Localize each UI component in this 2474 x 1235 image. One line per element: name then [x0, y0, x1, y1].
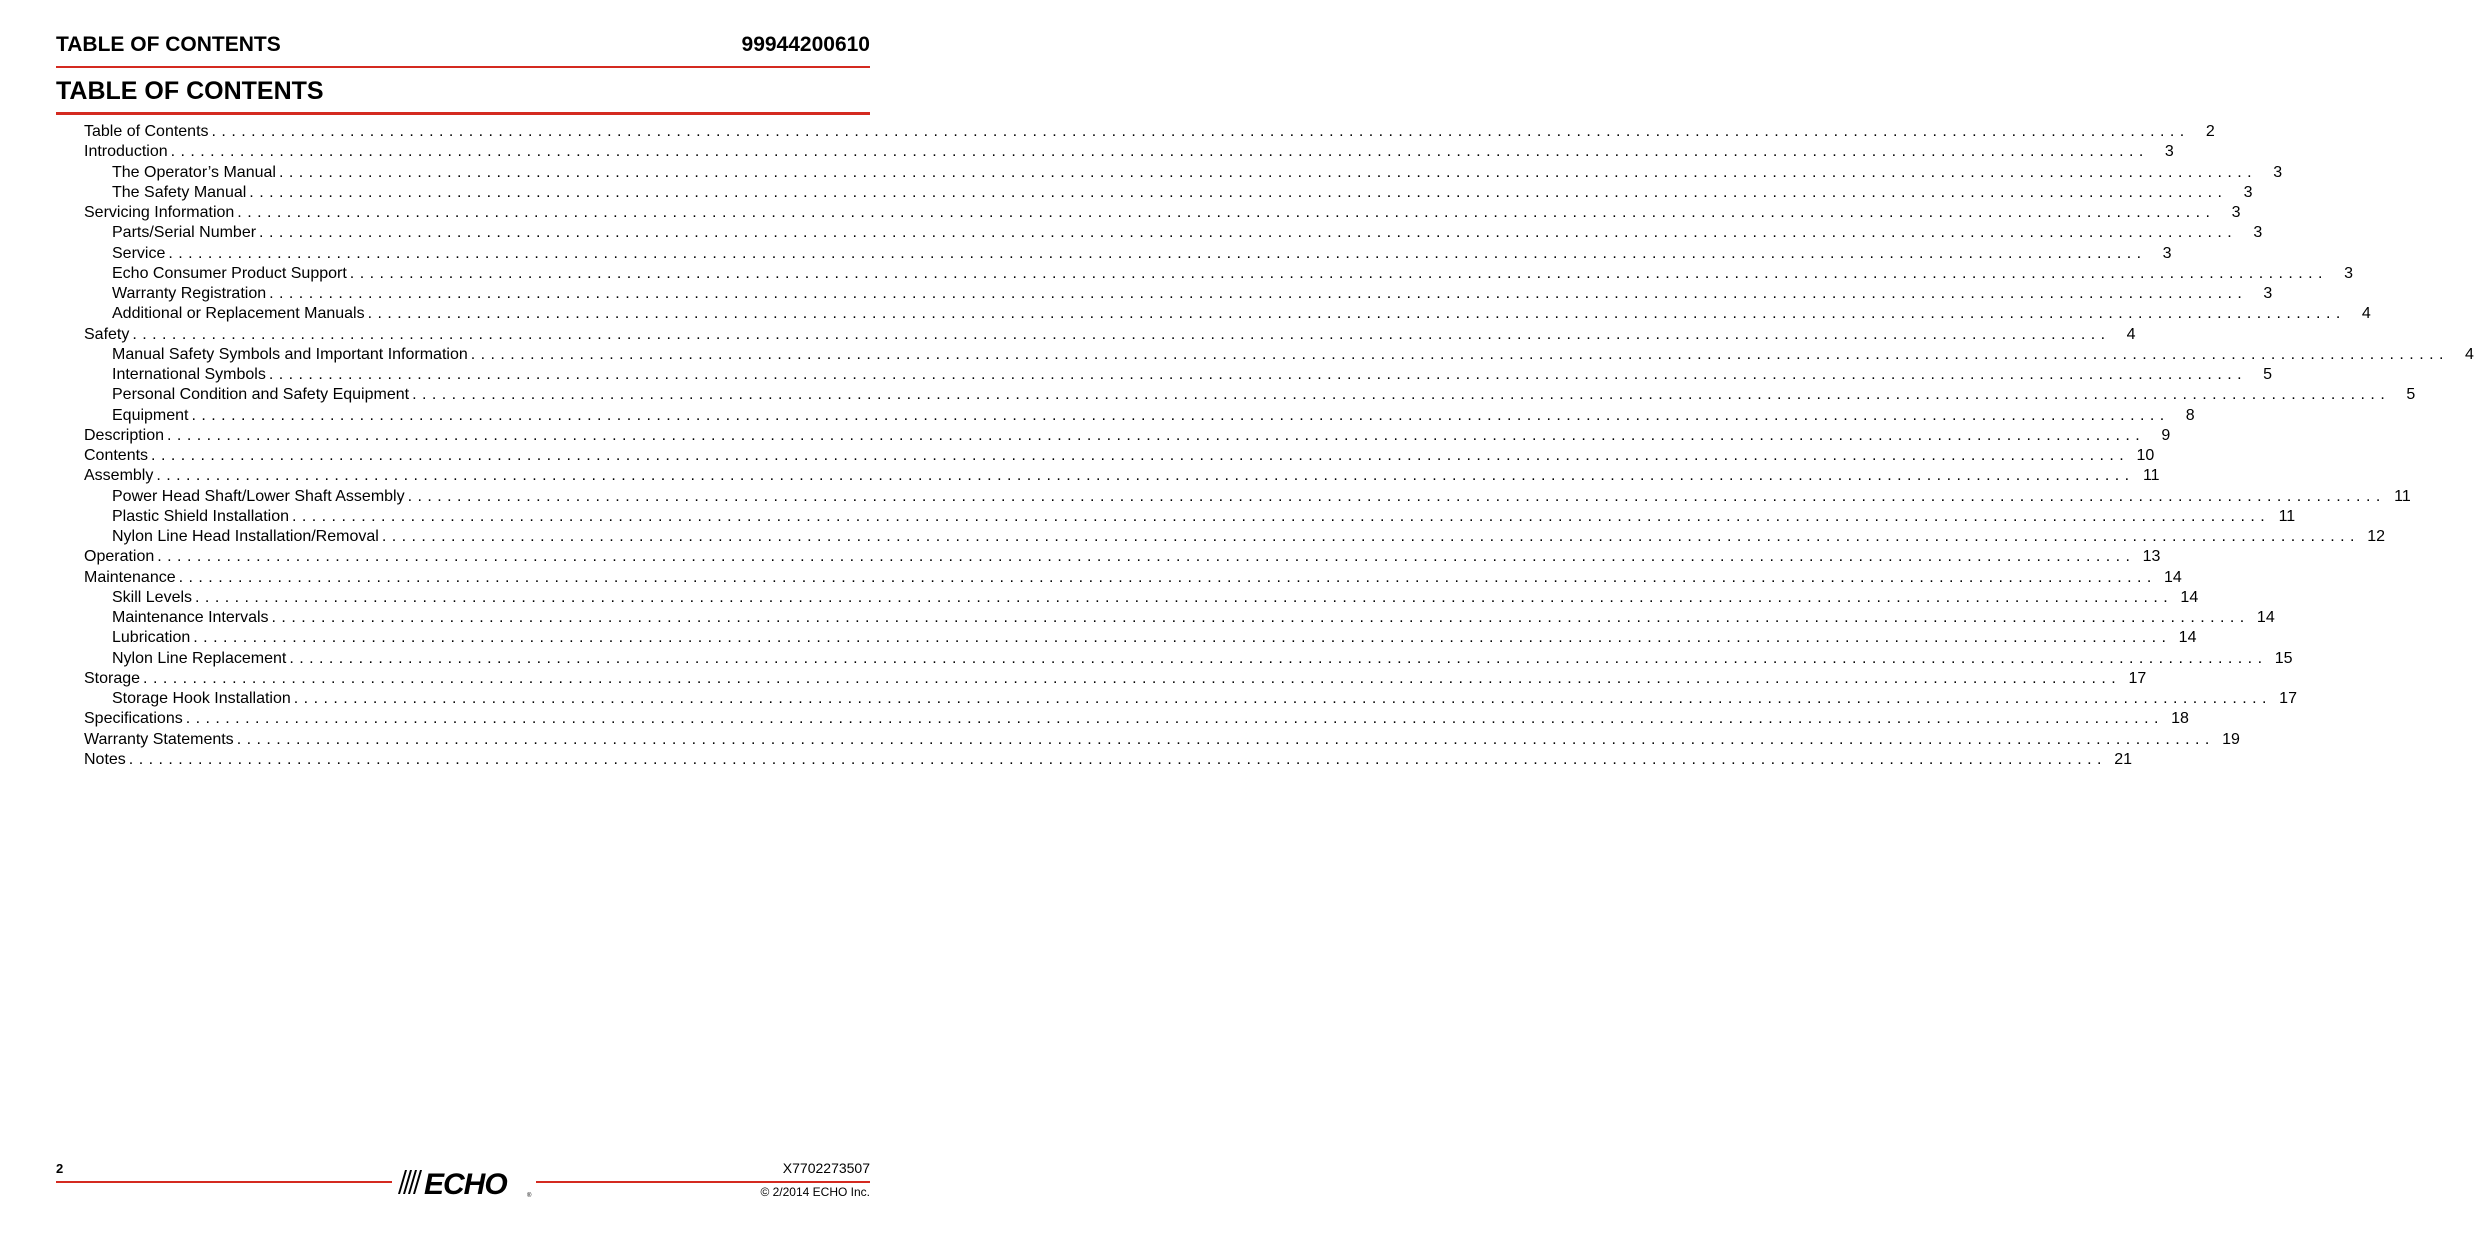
toc-entry[interactable]	[84, 365, 2273, 385]
toc-entry-label: Plastic Shield Installation	[112, 507, 289, 525]
toc-entry-page: 3	[2164, 143, 2174, 161]
toc-entry-label: Personal Condition and Safety Equipment	[112, 386, 410, 404]
toc-entry-label: Specifications	[84, 710, 183, 728]
toc-entry-page: 3	[2231, 204, 2241, 221]
toc-entry-page: 4	[2361, 305, 2371, 323]
toc-dot-leader: . . . . . . . . . . . . . . . . . . . . . . . . . . . . . . . . . . . . . . . . . . . . . . . . . . . . . . . . . . . . . . . . . . . . . . . . . . . . . . . . . . . . . . . . . . . . . . . . . . . . . . . . . . . . . . . . . . . . . . . . . . . . . . . . . . . . . . . . . . . . . . . . . . . . . . . . . . . . . . . . . . . . . . . . . . . . . . . . . . . . . . . . . . . . . . . . . . . . . . . .	[156, 467, 2130, 485]
toc-dot-leader: . . . . . . . . . . . . . . . . . . . . . . . . . . . . . . . . . . . . . . . . . . . . . . . . . . . . . . . . . . . . . . . . . . . . . . . . . . . . . . . . . . . . . . . . . . . . . . . . . . . . . . . . . . . . . . . . . . . . . . . . . . . . . . . . . . . . . . . . . . . . . . . . . . . . . . . . . . . . . . . . . . . . . . . . . . . . . . . . . . . . . . . . . . . . . . . . . . . . . . . .	[407, 487, 2381, 505]
toc-entry-label: Notes	[84, 750, 126, 768]
section-heading	[56, 77, 870, 115]
toc-entry[interactable]	[84, 527, 2385, 547]
toc-entry-page: 3	[2344, 264, 2353, 282]
toc-entry-page: 14	[2256, 609, 2275, 626]
toc-entry[interactable]	[84, 223, 2263, 243]
toc-entry-label: Maintenance Intervals	[112, 609, 269, 626]
toc-entry-page: 11	[2394, 487, 2411, 505]
toc-entry[interactable]	[84, 588, 2199, 608]
toc-entry-page: 4	[2465, 345, 2474, 363]
toc-dot-leader: . . . . . . . . . . . . . . . . . . . . . . . . . . . . . . . . . . . . . . . . . . . . . . . . . . . . . . . . . . . . . . . . . . . . . . . . . . . . . . . . . . . . . . . . . . . . . . . . . . . . . . . . . . . . . . . . . . . . . . . . . . . . . . . . . . . . . . . . . . . . . . . . . . . . . . . . . . . . . . . . . . . . . . . . . . . . . . . . . . . . . . . . . . . . . . . . . . . . . . . .	[167, 426, 2141, 444]
toc-dot-leader: . . . . . . . . . . . . . . . . . . . . . . . . . . . . . . . . . . . . . . . . . . . . . . . . . . . . . . . . . . . . . . . . . . . . . . . . . . . . . . . . . . . . . . . . . . . . . . . . . . . . . . . . . . . . . . . . . . . . . . . . . . . . . . . . . . . . . . . . . . . . . . . . . . . . . . . . . . . . . . . . . . . . . . . . . . . . . . . . . . . . . . . . . . . . . . . . . . . . . . . .	[151, 447, 2125, 464]
toc-dot-leader: . . . . . . . . . . . . . . . . . . . . . . . . . . . . . . . . . . . . . . . . . . . . . . . . . . . . . . . . . . . . . . . . . . . . . . . . . . . . . . . . . . . . . . . . . . . . . . . . . . . . . . . . . . . . . . . . . . . . . . . . . . . . . . . . . . . . . . . . . . . . . . . . . . . . . . . . . . . . . . . . . . . . . . . . . . . . . . . . . . . . . . . . . . . . . . . . . . . . . . . .	[249, 183, 2223, 201]
toc-entry[interactable]	[84, 709, 2189, 729]
toc-dot-leader: . . . . . . . . . . . . . . . . . . . . . . . . . . . . . . . . . . . . . . . . . . . . . . . . . . . . . . . . . . . . . . . . . . . . . . . . . . . . . . . . . . . . . . . . . . . . . . . . . . . . . . . . . . . . . . . . . . . . . . . . . . . . . . . . . . . . . . . . . . . . . . . . . . . . . . . . . . . . . . . . . . . . . . . . . . . . . . . . . . . . . . . . . . . . . . . . . . . . . . . .	[211, 123, 2185, 140]
toc-entry-label: Operation	[84, 548, 155, 566]
toc-dot-leader: . . . . . . . . . . . . . . . . . . . . . . . . . . . . . . . . . . . . . . . . . . . . . . . . . . . . . . . . . . . . . . . . . . . . . . . . . . . . . . . . . . . . . . . . . . . . . . . . . . . . . . . . . . . . . . . . . . . . . . . . . . . . . . . . . . . . . . . . . . . . . . . . . . . . . . . . . . . . . . . . . . . . . . . . . . . . . . . . . . . . . . . . . . . . . . . . . . . . . . . .	[193, 629, 2167, 647]
toc-entry-label: Nylon Line Head Installation/Removal	[112, 528, 379, 545]
toc-dot-leader: . . . . . . . . . . . . . . . . . . . . . . . . . . . . . . . . . . . . . . . . . . . . . . . . . . . . . . . . . . . . . . . . . . . . . . . . . . . . . . . . . . . . . . . . . . . . . . . . . . . . . . . . . . . . . . . . . . . . . . . . . . . . . . . . . . . . . . . . . . . . . . . . . . . . . . . . . . . . . . . . . . . . . . . . . . . . . . . . . . . . . . . . . . . . . . . . . . . . . . . .	[271, 609, 2245, 626]
toc-entry[interactable]	[84, 568, 2182, 588]
toc-dot-leader: . . . . . . . . . . . . . . . . . . . . . . . . . . . . . . . . . . . . . . . . . . . . . . . . . . . . . . . . . . . . . . . . . . . . . . . . . . . . . . . . . . . . . . . . . . . . . . . . . . . . . . . . . . . . . . . . . . . . . . . . . . . . . . . . . . . . . . . . . . . . . . . . . . . . . . . . . . . . . . . . . . . . . . . . . . . . . . . . . . . . . . . . . . . . . . . . . . . . . . . .	[237, 204, 2211, 221]
toc-entry[interactable]	[84, 122, 2215, 142]
toc-entry-label: The Safety Manual	[112, 183, 247, 201]
toc-entry-label: Additional or Replacement Manuals	[112, 305, 365, 323]
toc-dot-leader: . . . . . . . . . . . . . . . . . . . . . . . . . . . . . . . . . . . . . . . . . . . . . . . . . . . . . . . . . . . . . . . . . . . . . . . . . . . . . . . . . . . . . . . . . . . . . . . . . . . . . . . . . . . . . . . . . . . . . . . . . . . . . . . . . . . . . . . . . . . . . . . . . . . . . . . . . . . . . . . . . . . . . . . . . . . . . . . . . . . . . . . . . . . . . . . . . . . . . . . .	[289, 649, 2263, 667]
toc-dot-leader: . . . . . . . . . . . . . . . . . . . . . . . . . . . . . . . . . . . . . . . . . . . . . . . . . . . . . . . . . . . . . . . . . . . . . . . . . . . . . . . . . . . . . . . . . . . . . . . . . . . . . . . . . . . . . . . . . . . . . . . . . . . . . . . . . . . . . . . . . . . . . . . . . . . . . . . . . . . . . . . . . . . . . . . . . . . . . . . . . . . . . . . . . . . . . . . . . . . . . . . .	[412, 386, 2386, 404]
toc-entry-page: 3	[2243, 183, 2253, 201]
header-part-number: 99944200610	[741, 33, 870, 56]
toc-entry-page: 19	[2222, 730, 2240, 748]
toc-entry[interactable]	[84, 730, 2240, 750]
toc-entry[interactable]	[84, 325, 2136, 345]
toc-entry-page: 11	[2142, 467, 2160, 485]
toc-dot-leader: . . . . . . . . . . . . . . . . . . . . . . . . . . . . . . . . . . . . . . . . . . . . . . . . . . . . . . . . . . . . . . . . . . . . . . . . . . . . . . . . . . . . . . . . . . . . . . . . . . . . . . . . . . . . . . . . . . . . . . . . . . . . . . . . . . . . . . . . . . . . . . . . . . . . . . . . . . . . . . . . . . . . . . . . . . . . . . . . . . . . . . . . . . . . . . . . . . . . . . . .	[185, 710, 2159, 728]
toc-entry[interactable]	[84, 426, 2171, 446]
toc-entry-page: 3	[2263, 285, 2273, 302]
toc-entry-page: 4	[2126, 325, 2136, 343]
toc-entry-page: 14	[2164, 568, 2182, 586]
toc-dot-leader: . . . . . . . . . . . . . . . . . . . . . . . . . . . . . . . . . . . . . . . . . . . . . . . . . . . . . . . . . . . . . . . . . . . . . . . . . . . . . . . . . . . . . . . . . . . . . . . . . . . . . . . . . . . . . . . . . . . . . . . . . . . . . . . . . . . . . . . . . . . . . . . . . . . . . . . . . . . . . . . . . . . . . . . . . . . . . . . . . . . . . . . . . . . . . . . . . . . . . . . .	[268, 366, 2243, 383]
toc-entry-label: Parts/Serial Number	[112, 224, 257, 242]
toc-entry-label: Contents	[84, 447, 149, 464]
toc-dot-leader: . . . . . . . . . . . . . . . . . . . . . . . . . . . . . . . . . . . . . . . . . . . . . . . . . . . . . . . . . . . . . . . . . . . . . . . . . . . . . . . . . . . . . . . . . . . . . . . . . . . . . . . . . . . . . . . . . . . . . . . . . . . . . . . . . . . . . . . . . . . . . . . . . . . . . . . . . . . . . . . . . . . . . . . . . . . . . . . . . . . . . . . . . . . . . . . . . . . . . . . .	[269, 285, 2243, 302]
toc-entry-page: 14	[2178, 629, 2197, 647]
toc-entry-label: Storage Hook Installation	[112, 690, 291, 707]
toc-entry-label: Assembly	[84, 467, 154, 485]
toc-dot-leader: . . . . . . . . . . . . . . . . . . . . . . . . . . . . . . . . . . . . . . . . . . . . . . . . . . . . . . . . . . . . . . . . . . . . . . . . . . . . . . . . . . . . . . . . . . . . . . . . . . . . . . . . . . . . . . . . . . . . . . . . . . . . . . . . . . . . . . . . . . . . . . . . . . . . . . . . . . . . . . . . . . . . . . . . . . . . . . . . . . . . . . . . . . . . . . . . . . . . . . . .	[132, 325, 2106, 343]
toc-entry[interactable]	[84, 385, 2416, 405]
toc-entry[interactable]	[84, 446, 2155, 466]
toc-dot-leader: . . . . . . . . . . . . . . . . . . . . . . . . . . . . . . . . . . . . . . . . . . . . . . . . . . . . . . . . . . . . . . . . . . . . . . . . . . . . . . . . . . . . . . . . . . . . . . . . . . . . . . . . . . . . . . . . . . . . . . . . . . . . . . . . . . . . . . . . . . . . . . . . . . . . . . . . . . . . . . . . . . . . . . . . . . . . . . . . . . . . . . . . . . . . . . . . . . . . . . . .	[278, 163, 2253, 181]
toc-entry-label: Warranty Statements	[84, 730, 234, 748]
toc-dot-leader: . . . . . . . . . . . . . . . . . . . . . . . . . . . . . . . . . . . . . . . . . . . . . . . . . . . . . . . . . . . . . . . . . . . . . . . . . . . . . . . . . . . . . . . . . . . . . . . . . . . . . . . . . . . . . . . . . . . . . . . . . . . . . . . . . . . . . . . . . . . . . . . . . . . . . . . . . . . . . . . . . . . . . . . . . . . . . . . . . . . . . . . . . . . . . . . . . . . . . . . .	[195, 588, 2169, 606]
toc-entry-page: 8	[2185, 406, 2195, 424]
toc-entry[interactable]	[84, 345, 2474, 365]
echo-logo-icon	[394, 1165, 536, 1199]
toc-entry-label: Safety	[84, 325, 130, 343]
toc-dot-leader: . . . . . . . . . . . . . . . . . . . . . . . . . . . . . . . . . . . . . . . . . . . . . . . . . . . . . . . . . . . . . . . . . . . . . . . . . . . . . . . . . . . . . . . . . . . . . . . . . . . . . . . . . . . . . . . . . . . . . . . . . . . . . . . . . . . . . . . . . . . . . . . . . . . . . . . . . . . . . . . . . . . . . . . . . . . . . . . . . . . . . . . . . . . . . . . . . . . . . . . .	[236, 730, 2210, 748]
toc-dot-leader: . . . . . . . . . . . . . . . . . . . . . . . . . . . . . . . . . . . . . . . . . . . . . . . . . . . . . . . . . . . . . . . . . . . . . . . . . . . . . . . . . . . . . . . . . . . . . . . . . . . . . . . . . . . . . . . . . . . . . . . . . . . . . . . . . . . . . . . . . . . . . . . . . . . . . . . . . . . . . . . . . . . . . . . . . . . . . . . . . . . . . . . . . . . . . . . . . . . . . . . .	[291, 507, 2266, 525]
toc-dot-leader: . . . . . . . . . . . . . . . . . . . . . . . . . . . . . . . . . . . . . . . . . . . . . . . . . . . . . . . . . . . . . . . . . . . . . . . . . . . . . . . . . . . . . . . . . . . . . . . . . . . . . . . . . . . . . . . . . . . . . . . . . . . . . . . . . . . . . . . . . . . . . . . . . . . . . . . . . . . . . . . . . . . . . . . . . . . . . . . . . . . . . . . . . . . . . . . . . . . . . . . .	[367, 305, 2341, 323]
toc-dot-leader: . . . . . . . . . . . . . . . . . . . . . . . . . . . . . . . . . . . . . . . . . . . . . . . . . . . . . . . . . . . . . . . . . . . . . . . . . . . . . . . . . . . . . . . . . . . . . . . . . . . . . . . . . . . . . . . . . . . . . . . . . . . . . . . . . . . . . . . . . . . . . . . . . . . . . . . . . . . . . . . . . . . . . . . . . . . . . . . . . . . . . . . . . . . . . . . . . . . . . . . .	[381, 528, 2355, 545]
footer-rule-left	[56, 1181, 392, 1183]
toc-dot-leader: . . . . . . . . . . . . . . . . . . . . . . . . . . . . . . . . . . . . . . . . . . . . . . . . . . . . . . . . . . . . . . . . . . . . . . . . . . . . . . . . . . . . . . . . . . . . . . . . . . . . . . . . . . . . . . . . . . . . . . . . . . . . . . . . . . . . . . . . . . . . . . . . . . . . . . . . . . . . . . . . . . . . . . . . . . . . . . . . . . . . . . . . . . . . . . . . . . . . . . . .	[349, 264, 2323, 282]
toc-entry-page: 11	[2278, 507, 2296, 525]
logo-text: ECHO	[424, 1168, 507, 1201]
toc-entry-label: Service	[112, 244, 166, 262]
toc-dot-leader: . . . . . . . . . . . . . . . . . . . . . . . . . . . . . . . . . . . . . . . . . . . . . . . . . . . . . . . . . . . . . . . . . . . . . . . . . . . . . . . . . . . . . . . . . . . . . . . . . . . . . . . . . . . . . . . . . . . . . . . . . . . . . . . . . . . . . . . . . . . . . . . . . . . . . . . . . . . . . . . . . . . . . . . . . . . . . . . . . . . . . . . . . . . . . . . . . . . . . . . .	[470, 345, 2444, 363]
toc-entry-page: 17	[2128, 669, 2147, 687]
toc-entry-page: 12	[2367, 528, 2385, 545]
registered-mark: ®	[527, 1193, 532, 1199]
toc-dot-leader: . . . . . . . . . . . . . . . . . . . . . . . . . . . . . . . . . . . . . . . . . . . . . . . . . . . . . . . . . . . . . . . . . . . . . . . . . . . . . . . . . . . . . . . . . . . . . . . . . . . . . . . . . . . . . . . . . . . . . . . . . . . . . . . . . . . . . . . . . . . . . . . . . . . . . . . . . . . . . . . . . . . . . . . . . . . . . . . . . . . . . . . . . . . . . . . . . . . . . . . .	[157, 548, 2131, 566]
toc-entry-page: 3	[2273, 163, 2283, 181]
toc-entry[interactable]	[84, 142, 2174, 162]
footer-page-number: 2	[56, 1161, 64, 1176]
footer-copyright: © 2/2014 ECHO Inc.	[760, 1185, 870, 1199]
toc-entry-page: 14	[2180, 588, 2199, 606]
toc-entry-page: 9	[2161, 426, 2171, 444]
toc-entry-label: Power Head Shaft/Lower Shaft Assembly	[112, 487, 405, 505]
toc-entry-page: 2	[2205, 123, 2215, 140]
toc-entry[interactable]	[84, 750, 2132, 770]
toc-entry[interactable]	[84, 264, 2353, 284]
toc-dot-leader: . . . . . . . . . . . . . . . . . . . . . . . . . . . . . . . . . . . . . . . . . . . . . . . . . . . . . . . . . . . . . . . . . . . . . . . . . . . . . . . . . . . . . . . . . . . . . . . . . . . . . . . . . . . . . . . . . . . . . . . . . . . . . . . . . . . . . . . . . . . . . . . . . . . . . . . . . . . . . . . . . . . . . . . . . . . . . . . . . . . . . . . . . . . . . . . . . . . . . . . .	[168, 244, 2142, 262]
toc-dot-leader: . . . . . . . . . . . . . . . . . . . . . . . . . . . . . . . . . . . . . . . . . . . . . . . . . . . . . . . . . . . . . . . . . . . . . . . . . . . . . . . . . . . . . . . . . . . . . . . . . . . . . . . . . . . . . . . . . . . . . . . . . . . . . . . . . . . . . . . . . . . . . . . . . . . . . . . . . . . . . . . . . . . . . . . . . . . . . . . . . . . . . . . . . . . . . . . . . . . . . . . .	[191, 406, 2165, 424]
toc-dot-leader: . . . . . . . . . . . . . . . . . . . . . . . . . . . . . . . . . . . . . . . . . . . . . . . . . . . . . . . . . . . . . . . . . . . . . . . . . . . . . . . . . . . . . . . . . . . . . . . . . . . . . . . . . . . . . . . . . . . . . . . . . . . . . . . . . . . . . . . . . . . . . . . . . . . . . . . . . . . . . . . . . . . . . . . . . . . . . . . . . . . . . . . . . . . . . . . . . . . . . . . .	[293, 690, 2267, 707]
toc-entry-label: Echo Consumer Product Support	[112, 264, 347, 282]
toc-entry-label: Equipment	[112, 406, 189, 424]
toc-entry-label: Description	[84, 426, 165, 444]
toc-entry-page: 5	[2263, 366, 2273, 383]
toc-entry-label: The Operator’s Manual	[112, 163, 276, 181]
footer-doc-code: X7702273507	[782, 1160, 870, 1176]
toc-entry[interactable]	[84, 466, 2160, 486]
footer-rule-right	[536, 1181, 870, 1183]
toc-dot-leader: . . . . . . . . . . . . . . . . . . . . . . . . . . . . . . . . . . . . . . . . . . . . . . . . . . . . . . . . . . . . . . . . . . . . . . . . . . . . . . . . . . . . . . . . . . . . . . . . . . . . . . . . . . . . . . . . . . . . . . . . . . . . . . . . . . . . . . . . . . . . . . . . . . . . . . . . . . . . . . . . . . . . . . . . . . . . . . . . . . . . . . . . . . . . . . . . . . . . . . . .	[128, 750, 2102, 768]
toc-entry-page: 3	[2253, 224, 2263, 242]
header-title: TABLE OF CONTENTS	[56, 33, 281, 56]
toc-entry-label: Table of Contents	[84, 123, 209, 140]
toc-entry-page: 10	[2136, 447, 2155, 464]
toc-entry-label: Skill Levels	[112, 588, 193, 606]
toc-entry[interactable]	[84, 244, 2172, 264]
toc-entry[interactable]	[84, 284, 2273, 304]
toc-entry[interactable]	[84, 628, 2197, 648]
toc-entry[interactable]	[84, 608, 2275, 628]
toc-dot-leader: . . . . . . . . . . . . . . . . . . . . . . . . . . . . . . . . . . . . . . . . . . . . . . . . . . . . . . . . . . . . . . . . . . . . . . . . . . . . . . . . . . . . . . . . . . . . . . . . . . . . . . . . . . . . . . . . . . . . . . . . . . . . . . . . . . . . . . . . . . . . . . . . . . . . . . . . . . . . . . . . . . . . . . . . . . . . . . . . . . . . . . . . . . . . . . . . . . . . . . . .	[178, 568, 2152, 586]
toc-entry-page: 18	[2171, 710, 2189, 728]
page-header	[56, 30, 870, 68]
toc-entry[interactable]	[84, 183, 2253, 203]
toc-dot-leader: . . . . . . . . . . . . . . . . . . . . . . . . . . . . . . . . . . . . . . . . . . . . . . . . . . . . . . . . . . . . . . . . . . . . . . . . . . . . . . . . . . . . . . . . . . . . . . . . . . . . . . . . . . . . . . . . . . . . . . . . . . . . . . . . . . . . . . . . . . . . . . . . . . . . . . . . . . . . . . . . . . . . . . . . . . . . . . . . . . . . . . . . . . . . . . . . . . . . . . . .	[143, 669, 2117, 687]
toc-entry[interactable]	[84, 487, 2411, 507]
toc-entry[interactable]	[84, 203, 2241, 223]
toc-list	[84, 122, 2474, 770]
toc-dot-leader: . . . . . . . . . . . . . . . . . . . . . . . . . . . . . . . . . . . . . . . . . . . . . . . . . . . . . . . . . . . . . . . . . . . . . . . . . . . . . . . . . . . . . . . . . . . . . . . . . . . . . . . . . . . . . . . . . . . . . . . . . . . . . . . . . . . . . . . . . . . . . . . . . . . . . . . . . . . . . . . . . . . . . . . . . . . . . . . . . . . . . . . . . . . . . . . . . . . . . . . .	[170, 143, 2144, 161]
toc-entry[interactable]	[84, 507, 2296, 527]
toc-entry-page: 13	[2142, 548, 2161, 566]
toc-entry-label: Servicing Information	[84, 204, 235, 221]
toc-entry-page: 3	[2162, 244, 2172, 262]
toc-entry-label: International Symbols	[112, 366, 266, 383]
section-title: TABLE OF CONTENTS	[56, 77, 324, 105]
toc-entry[interactable]	[84, 406, 2195, 426]
toc-entry-page: 17	[2279, 690, 2297, 707]
toc-entry[interactable]	[84, 689, 2297, 709]
toc-entry[interactable]	[84, 669, 2147, 689]
toc-entry-label: Manual Safety Symbols and Important Information	[112, 345, 468, 363]
toc-entry-page: 15	[2274, 649, 2293, 667]
toc-entry-label: Introduction	[84, 143, 168, 161]
toc-entry-label: Warranty Registration	[112, 285, 267, 302]
toc-entry-label: Storage	[84, 669, 141, 687]
toc-entry[interactable]	[84, 649, 2293, 669]
toc-entry-page: 21	[2114, 750, 2132, 768]
toc-entry-label: Maintenance	[84, 568, 176, 586]
toc-dot-leader: . . . . . . . . . . . . . . . . . . . . . . . . . . . . . . . . . . . . . . . . . . . . . . . . . . . . . . . . . . . . . . . . . . . . . . . . . . . . . . . . . . . . . . . . . . . . . . . . . . . . . . . . . . . . . . . . . . . . . . . . . . . . . . . . . . . . . . . . . . . . . . . . . . . . . . . . . . . . . . . . . . . . . . . . . . . . . . . . . . . . . . . . . . . . . . . . . . . . . . . .	[259, 224, 2233, 242]
toc-entry[interactable]	[84, 547, 2161, 567]
toc-entry-label: Lubrication	[112, 629, 191, 647]
toc-entry-page: 5	[2406, 386, 2416, 404]
toc-entry[interactable]	[84, 304, 2371, 324]
toc-entry-label: Nylon Line Replacement	[112, 649, 287, 667]
toc-entry[interactable]	[84, 163, 2283, 183]
